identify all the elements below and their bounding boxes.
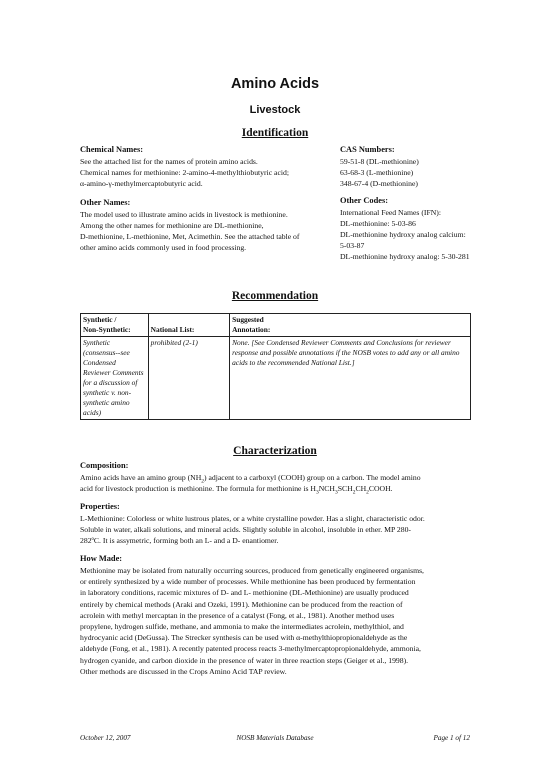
chemical-names-line: Chemical names for methionine: 2-amino-4-methylthiobutyric acid;: [80, 168, 290, 177]
cell-line: acids to the recommended National List.]: [232, 358, 355, 367]
recommendation-table: [80, 313, 471, 420]
cas-numbers-label: CAS Numbers:: [340, 145, 395, 154]
cell-line: Reviewer Comments: [83, 368, 144, 377]
cell-annotation: [230, 337, 471, 420]
other-names-text: [80, 209, 299, 253]
cell-line: synthetic amino: [83, 398, 130, 407]
how-made-text: [80, 565, 424, 677]
cell-line: (consensus--see: [83, 348, 130, 357]
text-run: SCH: [337, 484, 353, 494]
cell-synthetic: [81, 337, 149, 420]
other-codes-line: DL-methionine hydroxy analog calcium:: [340, 230, 466, 239]
cell-line: synthetic v. non-: [83, 388, 132, 397]
chemical-names-text: [80, 156, 289, 189]
subscript: 3: [334, 489, 338, 496]
how-made-line: or entirely synthesized by a wide number of processes. While methionine has been produced by fermentation: [80, 577, 416, 587]
document-title: Amino Acids: [230, 76, 320, 92]
document-subtitle: Livestock: [249, 104, 301, 116]
how-made-line: Other methods are discussed in the Crops Amino Acid TAP review.: [80, 666, 287, 676]
how-made-line: entirely by chemical methods (Araki and Ozeki, 1991). Methionine can be produced from the reaction of: [80, 599, 403, 609]
how-made-line: in laboratory conditions, racemic mixtures of D- and L- methionine (DL-Methionine) are usually produced: [80, 588, 409, 598]
subscript: 3: [315, 489, 319, 496]
header-national-list: [148, 314, 229, 337]
other-names-line: other amino acids commonly used in food processing.: [80, 243, 247, 252]
other-codes-text: [340, 207, 470, 262]
cas-numbers-text: [340, 156, 419, 189]
how-made-label: How Made:: [80, 554, 123, 563]
composition-line: [80, 472, 421, 483]
recommendation-heading: Recommendation: [231, 290, 319, 302]
header-text: National List:: [150, 325, 195, 334]
other-codes-line: International Feed Names (IFN):: [340, 208, 441, 217]
cas-line: 348-67-4 (D-methionine): [340, 179, 418, 188]
how-made-line: acrolein with methyl mercaptan in the presence of a catalyst (Fong, et al., 1981). Another method uses: [80, 610, 395, 620]
footer-date: October 12, 2007: [80, 734, 131, 742]
other-names-label: Other Names:: [80, 198, 131, 207]
cas-line: 59-51-8 (DL-methionine): [340, 157, 419, 166]
cell-line: response and possible annotations if the NOSB votes to add any or all amino: [232, 348, 460, 357]
cell-line: Condensed: [83, 358, 116, 367]
other-names-line: The model used to illustrate amino acids in livestock is methionine.: [80, 210, 288, 219]
other-codes-line: DL-methionine: 5-03-86: [340, 219, 416, 228]
other-codes-line: DL-methionine hydroxy analog: 5-30-281: [340, 252, 470, 261]
characterization-heading: Characterization: [233, 445, 317, 457]
header-text: Non-Synthetic:: [83, 325, 131, 334]
header-text: Synthetic /: [83, 315, 117, 324]
how-made-line: hydrocyanic acid (DeGussa). The Strecker synthesis can be used with α-methylthiopropionaldehyde as the: [80, 633, 408, 643]
header-annotation: [230, 314, 471, 337]
subscript: 2: [352, 489, 356, 496]
cell-line: for a discussion of: [83, 378, 138, 387]
other-names-line: Among the other names for methionine are DL-methionine,: [80, 221, 264, 230]
text-run: NCH: [318, 484, 335, 494]
header-text: Annotation:: [232, 325, 271, 334]
cell-line: None. [See Condensed Reviewer Comments and Conclusions for reviewer: [232, 338, 451, 347]
footer-page-number: Page 1 of 12: [433, 734, 470, 742]
chemical-names-line: See the attached list for the names of protein amino acids.: [80, 157, 258, 166]
text-run: COOH.: [368, 484, 393, 494]
table-row: [81, 337, 471, 420]
composition-label: Composition:: [80, 461, 129, 470]
cell-line: Synthetic: [83, 338, 111, 347]
text-run: ) adjacent to a carboxyl (COOH) group on a carbon. The model amino: [204, 473, 421, 482]
text-run: CH: [355, 484, 367, 494]
chemical-names-label: Chemical Names:: [80, 145, 144, 154]
table-header-row: [81, 314, 471, 337]
how-made-line: aldehyde (Fong, et al., 1981). A recently patented process reacts 3-methylmercaptopropionaldehyde, ammonia,: [80, 644, 421, 654]
other-names-line: D-methionine, L-methionine, Met, Acimethin. See the attached table of: [80, 232, 300, 241]
properties-line: L-Methionine: Colorless or white lustrous plates, or a white crystalline powder. Has a slight, characteristic odor.: [80, 514, 425, 523]
subscript: 2: [366, 489, 369, 496]
cell-line: prohibited (2-1): [150, 338, 198, 347]
identification-heading: Identification: [241, 127, 309, 139]
how-made-line: hydrogen cyanide, and carbon dioxide in the presence of water in three reaction steps (Geiger et al., 1998).: [80, 655, 409, 665]
header-text: Suggested: [232, 315, 264, 324]
cas-line: 63-68-3 (L-methionine): [340, 168, 414, 177]
subscript: 2: [201, 478, 205, 485]
composition-text: [80, 472, 421, 494]
other-codes-label: Other Codes:: [340, 196, 388, 205]
text-run: Amino acids have an amino group (NH: [80, 473, 202, 482]
properties-text: [80, 513, 425, 547]
how-made-line: Methionine may be isolated from naturally occurring sources, produced from genetically engineered organisms,: [80, 566, 424, 575]
properties-line: Soluble in water, alkali solutions, and mineral acids. Slightly soluble in alcohol, insoluble in ether. MP 280-: [80, 525, 411, 535]
cell-line: acids): [83, 408, 102, 417]
properties-label: Properties:: [80, 502, 120, 511]
how-made-line: propylene, hydrogen sulfide, methane, and ammonia to make the intermediates acrolein, methylthiol, and: [80, 622, 404, 632]
composition-line: [80, 483, 421, 494]
footer-database: NOSB Materials Database: [236, 734, 314, 742]
other-codes-line: 5-03-87: [340, 241, 365, 250]
chemical-names-line: α-amino-γ-methylmercaptobutyric acid.: [80, 179, 203, 188]
cell-national-list: [148, 337, 229, 420]
properties-line: 282ºC. It is assymetric, forming both an L- and a D- enantiomer.: [80, 536, 279, 546]
text-run: acid for livestock production is methionine. The formula for methionine is H: [80, 484, 316, 494]
header-synthetic: [81, 314, 149, 337]
